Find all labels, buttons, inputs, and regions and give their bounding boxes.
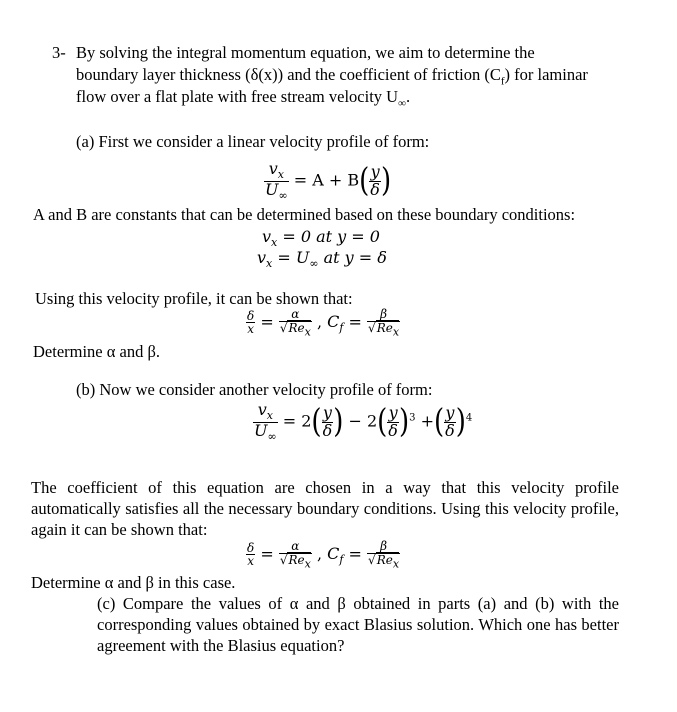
part-c-text: (c) Compare the values of α and β obtained in parts (a) and (b) with the corresponding values obtained by exact Blasius solution. Which one has better agreement with the Blasius equation? bbox=[97, 594, 619, 655]
boundary-condition-1: $v_x = 0$ at y = 0 bbox=[262, 227, 380, 250]
part-b-paragraph: The coefficient of this equation are chosen in a way that this velocity profile automatically satisfies all the necessary boundary conditions. Using this velocity profile, again it can be shown that: bbox=[31, 478, 619, 539]
part-b-heading: (b) Now we consider another velocity profile of form: bbox=[76, 380, 433, 399]
part-a-equation: $\frac{v_x}{U_\infty}$ = A + B( $\frac{y}{\delta}$ ) bbox=[265, 159, 392, 202]
intro-line-3: flow over a flat plate with free stream velocity $U_\infty$. bbox=[76, 87, 411, 110]
part-a-result: $\frac{\delta}{x}$ = $\frac{\alpha}{\text{√Rex}}$ , $C_f$ = $\frac{\beta}{\text{√Rex}}$ bbox=[247, 307, 400, 338]
part-b-determine-text: Determine α and β in this case. bbox=[31, 573, 236, 592]
boundary-condition-2: $v_x = U_\infty$ at y = δ bbox=[257, 248, 387, 271]
part-a-constants-text: A and B are constants that can be determined based on these boundary conditions: bbox=[33, 205, 576, 224]
intro-line-2: boundary layer thickness (δ(x)) and the coefficient of friction $(C_f)$ for laminar bbox=[76, 65, 588, 88]
part-a-shown-text: Using this velocity profile, it can be shown that: bbox=[35, 289, 353, 308]
part-b-equation: $\frac{v_x}{U_\infty}$ = 2( $\frac{y}{\delta}$ ) − 2( $\frac{y}{\delta}$ )$^3$ +( $\frac{y}{\delta}$ )$^4$ bbox=[254, 400, 473, 443]
part-a-heading: (a) First we consider a linear velocity profile of form: bbox=[76, 132, 430, 151]
problem-number: 3- bbox=[52, 43, 66, 62]
part-b-result: $\frac{\delta}{x}$ = $\frac{\alpha}{\text{√Rex}}$ , $C_f$ = $\frac{\beta}{\text{√Rex}}$ bbox=[247, 539, 400, 570]
part-a-determine-text: Determine α and β. bbox=[33, 342, 160, 361]
intro-line-1: By solving the integral momentum equation, we aim to determine the bbox=[76, 43, 535, 62]
